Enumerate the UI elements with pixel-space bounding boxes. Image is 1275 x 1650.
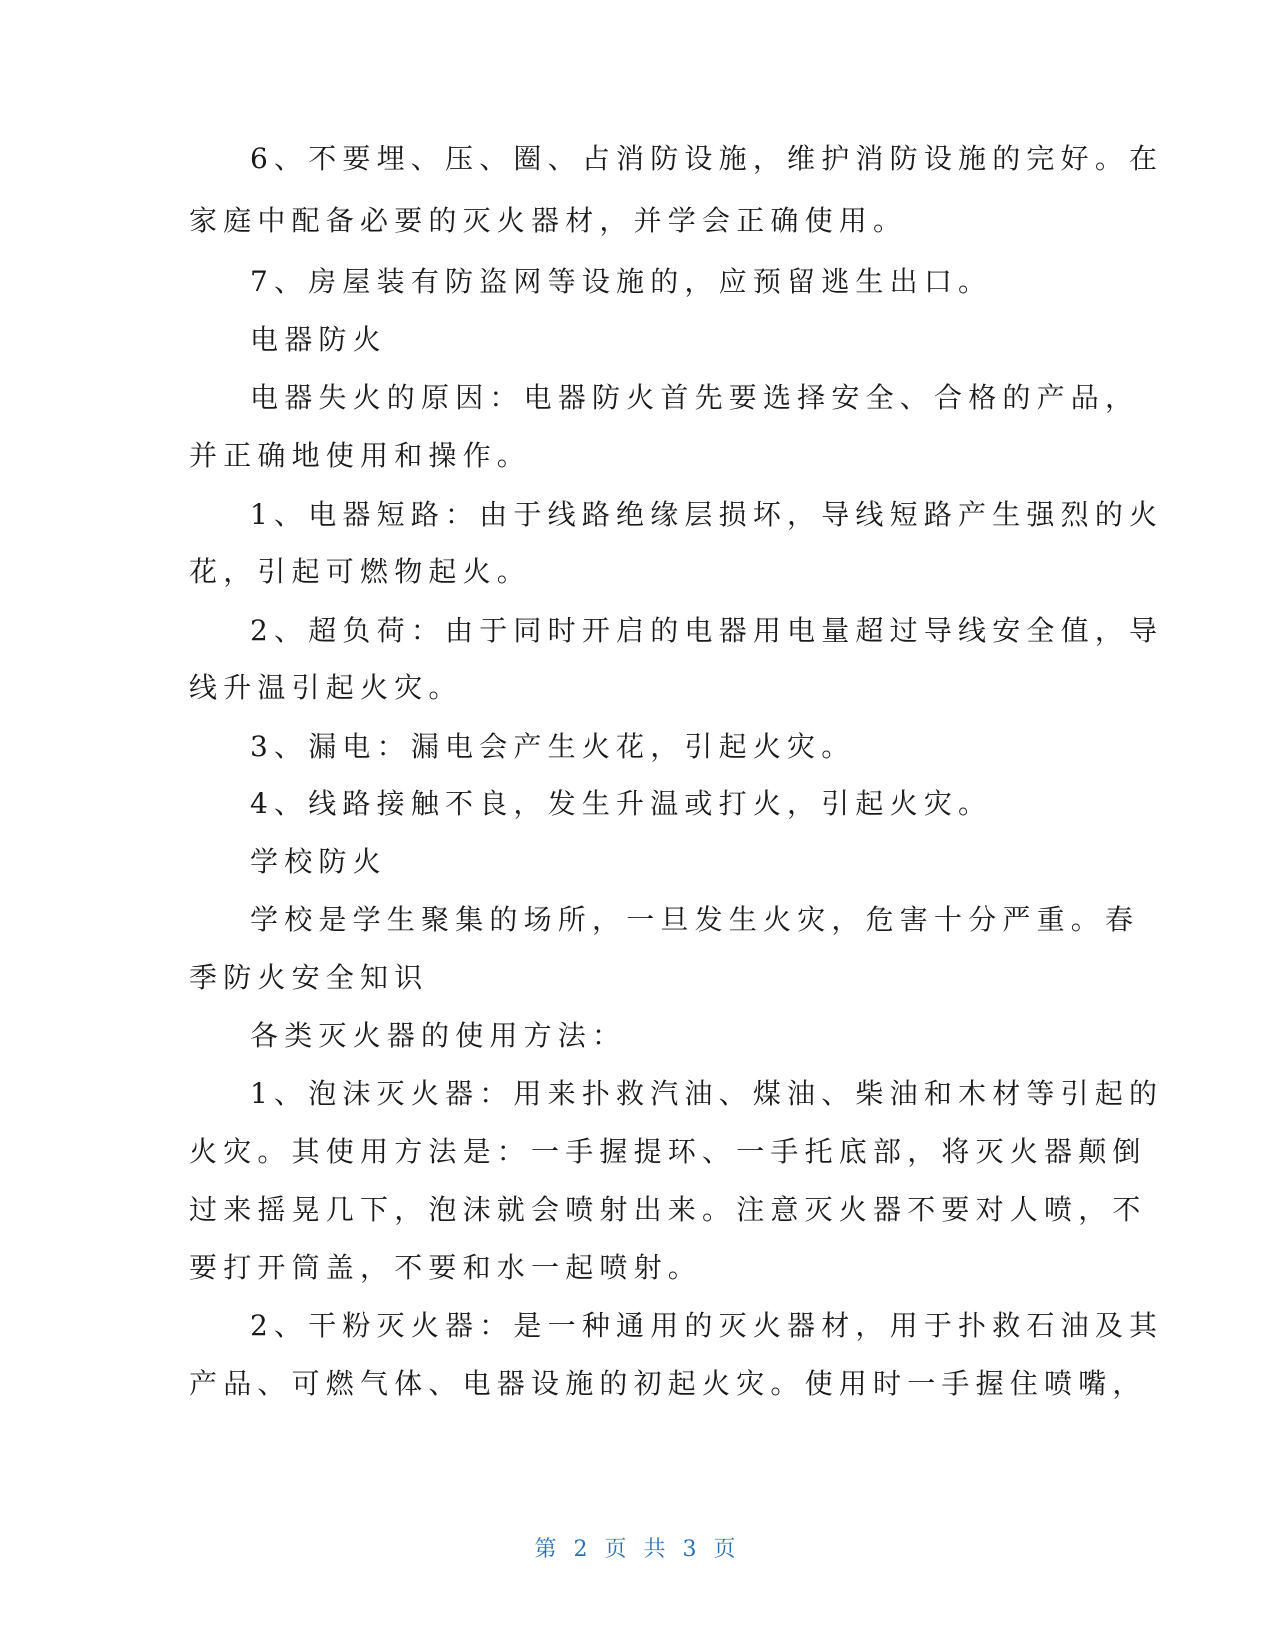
paragraph-line: 并正确地使用和操作。 bbox=[189, 439, 532, 472]
paragraph-line: 各类灭火器的使用方法： bbox=[250, 1019, 627, 1052]
page-number-footer: 第 2 页 共 3 页 bbox=[534, 1537, 741, 1562]
paragraph-line: 家庭中配备必要的灭火器材，并学会正确使用。 bbox=[189, 204, 908, 237]
section-heading: 电器防火 bbox=[250, 323, 387, 356]
paragraph-line: 2、干粉灭火器：是一种通用的灭火器材，用于扑救石油及其 bbox=[250, 1309, 1164, 1342]
paragraph-line: 6、不要埋、压、圈、占消防设施，维护消防设施的完好。在 bbox=[250, 142, 1164, 175]
paragraph-line: 花，引起可燃物起火。 bbox=[189, 555, 532, 588]
paragraph-line: 4、线路接触不良，发生升温或打火，引起火灾。 bbox=[250, 787, 993, 820]
paragraph-line: 1、电器短路：由于线路绝缘层损坏，导线短路产生强烈的火 bbox=[250, 498, 1164, 531]
paragraph-line: 要打开筒盖，不要和水一起喷射。 bbox=[189, 1251, 703, 1284]
paragraph-line: 学校是学生聚集的场所，一旦发生火灾，危害十分严重。春 bbox=[250, 903, 1140, 936]
paragraph-line: 1、泡沫灭火器：用来扑救汽油、煤油、柴油和木材等引起的 bbox=[250, 1077, 1164, 1110]
paragraph-line: 线升温引起火灾。 bbox=[189, 671, 463, 704]
paragraph-line: 季防火安全知识 bbox=[189, 961, 429, 994]
section-heading: 学校防火 bbox=[250, 845, 387, 878]
paragraph-line: 电器失火的原因：电器防火首先要选择安全、合格的产品， bbox=[250, 381, 1140, 414]
paragraph-line: 火灾。其使用方法是：一手握提环、一手托底部，将灭火器颠倒 bbox=[189, 1135, 1147, 1168]
paragraph-line: 2、超负荷：由于同时开启的电器用电量超过导线安全值，导 bbox=[250, 614, 1164, 647]
paragraph-line: 产品、可燃气体、电器设施的初起火灾。使用时一手握住喷嘴， bbox=[189, 1367, 1147, 1400]
paragraph-line: 7、房屋装有防盗网等设施的，应预留逃生出口。 bbox=[250, 265, 993, 298]
paragraph-line: 3、漏电：漏电会产生火花，引起火灾。 bbox=[250, 730, 856, 763]
paragraph-line: 过来摇晃几下，泡沫就会喷射出来。注意灭火器不要对人喷，不 bbox=[189, 1193, 1147, 1226]
